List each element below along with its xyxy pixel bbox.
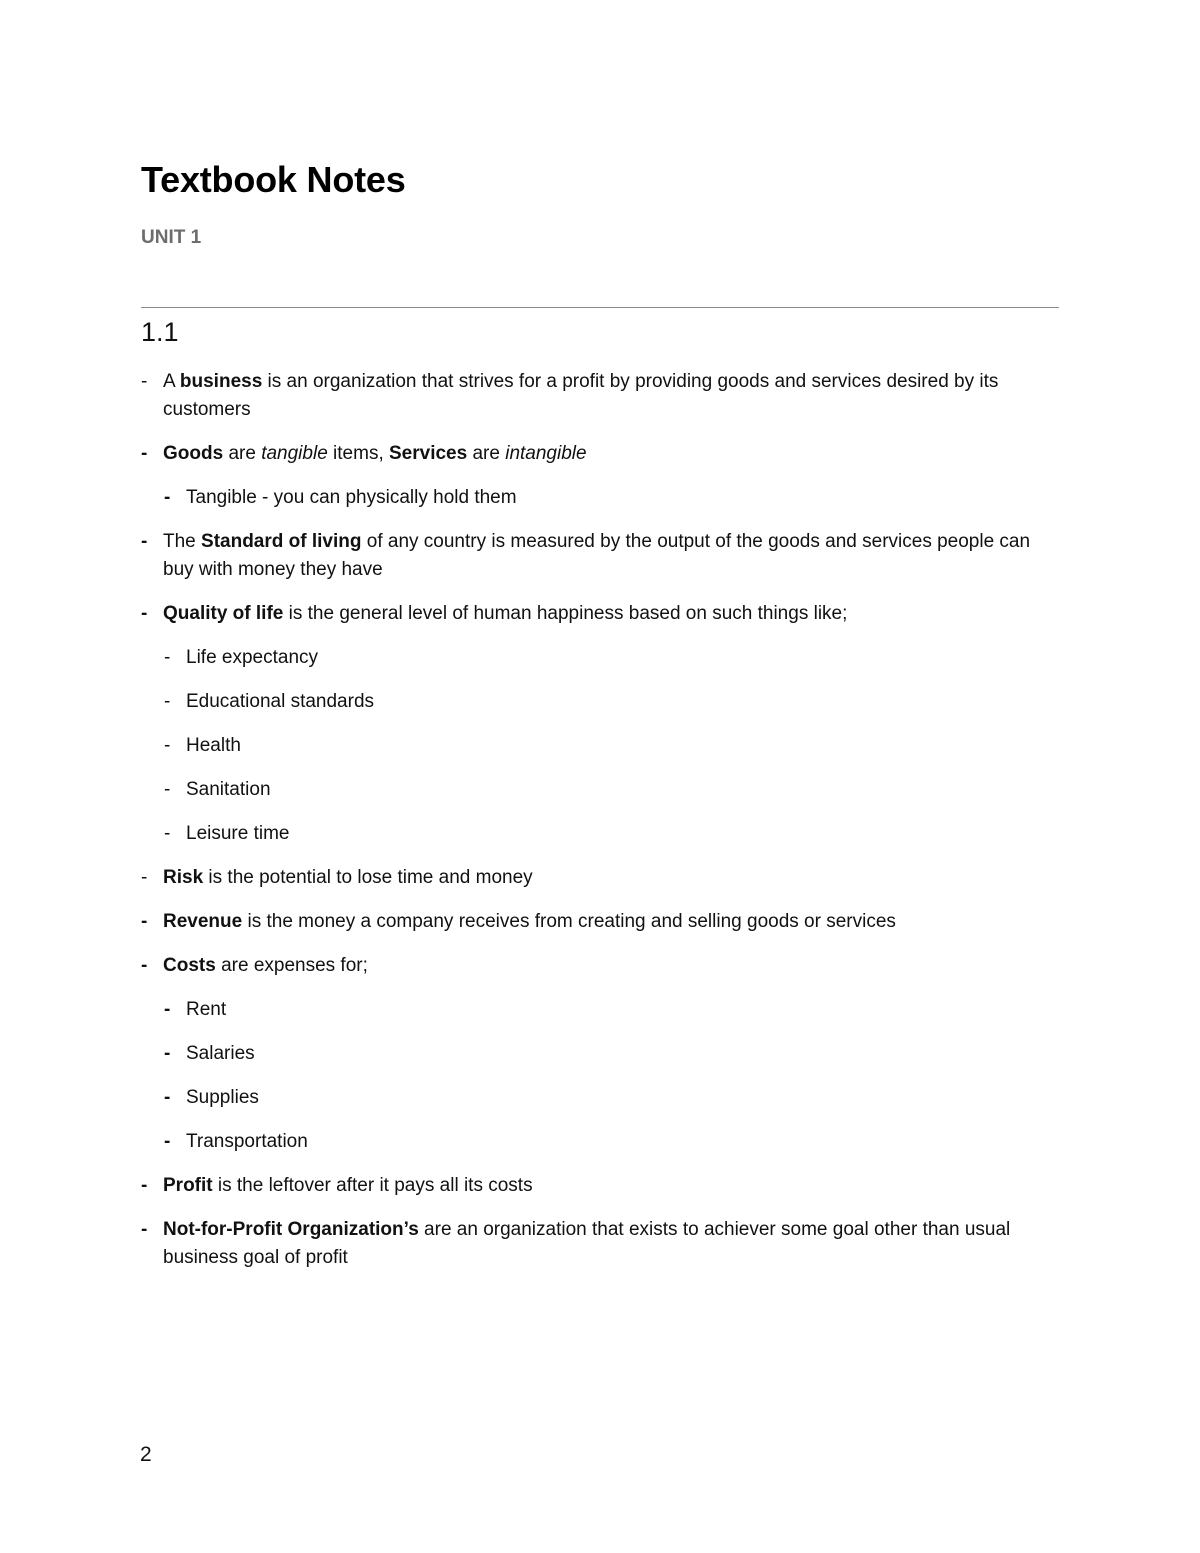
- key-term: Quality of life: [163, 603, 284, 624]
- bullet-dash: -: [141, 1219, 148, 1240]
- list-item: - Goods are tangible items, Services are intangible: [141, 440, 1051, 468]
- list-item: - Not-for-Profit Organization’s are an organization that exists to achiever some goal other than usual business goal of profit: [141, 1216, 1051, 1272]
- page-title: Textbook Notes: [141, 159, 406, 200]
- list-item: - A business is an organization that strives for a profit by providing goods and services desired by its customers: [141, 368, 1051, 424]
- section-heading: 1.1: [141, 317, 179, 347]
- bullet-dash: -: [164, 999, 171, 1020]
- bullet-dash: -: [164, 691, 171, 712]
- list-item: - Salaries: [164, 1040, 1051, 1068]
- key-term: business: [179, 371, 263, 392]
- list-item: - Supplies: [164, 1084, 1051, 1112]
- emphasis: tangible: [261, 443, 328, 464]
- notes-list: [141, 368, 1051, 1288]
- bullet-dash: -: [164, 735, 171, 756]
- unit-label: UNIT 1: [141, 227, 202, 248]
- list-item: - Educational standards: [164, 688, 1051, 716]
- key-term: Services: [389, 443, 468, 464]
- section-divider: [141, 307, 1059, 308]
- list-item: - Tangible - you can physically hold them: [164, 484, 1051, 512]
- list-item: - Sanitation: [164, 776, 1051, 804]
- bullet-dash: -: [141, 443, 148, 464]
- bullet-dash: -: [164, 487, 171, 508]
- bullet-dash: -: [164, 823, 171, 844]
- key-term: Profit: [163, 1175, 213, 1196]
- list-item: - Rent: [164, 996, 1051, 1024]
- key-term: Risk: [163, 867, 204, 888]
- list-item: - Health: [164, 732, 1051, 760]
- bullet-dash: -: [164, 1043, 171, 1064]
- emphasis: intangible: [505, 443, 587, 464]
- bullet-dash: -: [141, 603, 148, 624]
- bullet-dash: -: [141, 911, 148, 932]
- list-item: - Costs are expenses for;: [141, 952, 1051, 980]
- bullet-dash: -: [164, 779, 171, 800]
- list-item: - Transportation: [164, 1128, 1051, 1156]
- key-term: Not-for-Profit Organization’s: [163, 1219, 419, 1240]
- key-term: Goods: [163, 443, 224, 464]
- list-item: - Life expectancy: [164, 644, 1051, 672]
- key-term: Standard of living: [201, 531, 362, 552]
- bullet-dash: -: [164, 647, 171, 668]
- list-item: - Revenue is the money a company receives from creating and selling goods or services: [141, 908, 1051, 936]
- bullet-dash: -: [164, 1131, 171, 1152]
- bullet-dash: -: [141, 1175, 148, 1196]
- bullet-dash: -: [141, 867, 148, 888]
- bullet-dash: -: [141, 955, 148, 976]
- list-item: - Profit is the leftover after it pays all its costs: [141, 1172, 1051, 1200]
- page-number: 2: [140, 1443, 152, 1466]
- bullet-dash: -: [164, 1087, 171, 1108]
- list-item: - Risk is the potential to lose time and money: [141, 864, 1051, 892]
- bullet-dash: -: [141, 371, 148, 392]
- list-item: - Quality of life is the general level of human happiness based on such things like;: [141, 600, 1051, 628]
- key-term: Revenue: [163, 911, 243, 932]
- bullet-dash: -: [141, 531, 148, 552]
- list-item: - Leisure time: [164, 820, 1051, 848]
- list-item: - The Standard of living of any country is measured by the output of the goods and services people can buy with money they have: [141, 528, 1051, 584]
- key-term: Costs: [163, 955, 216, 976]
